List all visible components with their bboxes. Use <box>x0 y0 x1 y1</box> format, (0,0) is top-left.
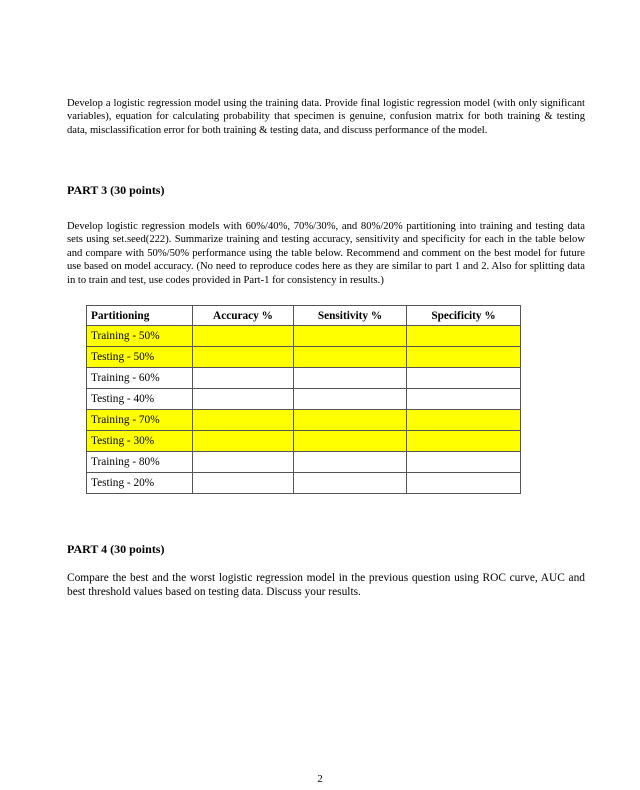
specificity-cell[interactable] <box>407 326 521 347</box>
specificity-cell[interactable] <box>407 410 521 431</box>
table-row <box>87 389 521 410</box>
table-header-row <box>87 306 521 326</box>
row-label: Testing - 20% <box>87 473 193 494</box>
row-label: Testing - 50% <box>87 347 193 368</box>
sensitivity-cell[interactable] <box>294 473 407 494</box>
part4-heading: PART 4 (30 points) <box>67 542 165 556</box>
specificity-cell[interactable] <box>407 368 521 389</box>
accuracy-cell[interactable] <box>193 410 294 431</box>
accuracy-cell[interactable] <box>193 326 294 347</box>
sensitivity-cell[interactable] <box>294 347 407 368</box>
sensitivity-cell[interactable] <box>294 326 407 347</box>
sensitivity-cell[interactable] <box>294 452 407 473</box>
accuracy-cell[interactable] <box>193 431 294 452</box>
accuracy-cell[interactable] <box>193 473 294 494</box>
table-row <box>87 431 521 452</box>
table-row <box>87 347 521 368</box>
intro-paragraph: Develop a logistic regression model using the training data. Provide final logistic regression model (with only significant variables), equation for calculating probability that specimen is genuine, confusion matrix for both training & testing data, misclassification error for both training & testing data, and discuss performance of the model. <box>67 98 585 136</box>
part4-body: Compare the best and the worst logistic regression model in the previous question using ROC curve, AUC and best threshold values based on testing data. Discuss your results. <box>67 572 585 599</box>
row-label: Testing - 30% <box>87 431 193 452</box>
header-sensitivity: Sensitivity % <box>294 306 407 326</box>
specificity-cell[interactable] <box>407 473 521 494</box>
table-row <box>87 326 521 347</box>
part3-body: Develop logistic regression models with 60%/40%, 70%/30%, and 80%/20% partitioning into training and testing data sets using set.seed(222). Summarize training and testing accuracy, sensitivity and specificity for each in the table below and compare with 50%/50% performance using the table below. Recommend and comment on the best model for future use based on model accuracy. (No need to reproduce codes here as they are similar to part 1 and 2. Also for splitting data in to train and test, use codes provided in Part-1 for consistency in results.) <box>67 221 585 286</box>
table-row <box>87 410 521 431</box>
specificity-cell[interactable] <box>407 347 521 368</box>
header-accuracy: Accuracy % <box>193 306 294 326</box>
header-specificity: Specificity % <box>407 306 521 326</box>
row-label: Training - 50% <box>87 326 193 347</box>
specificity-cell[interactable] <box>407 389 521 410</box>
row-label: Training - 70% <box>87 410 193 431</box>
page-number: 2 <box>317 773 323 785</box>
row-label: Training - 60% <box>87 368 193 389</box>
part3-heading: PART 3 (30 points) <box>67 183 165 197</box>
table-row <box>87 473 521 494</box>
specificity-cell[interactable] <box>407 452 521 473</box>
table-row <box>87 368 521 389</box>
table-row <box>87 452 521 473</box>
row-label: Testing - 40% <box>87 389 193 410</box>
accuracy-cell[interactable] <box>193 389 294 410</box>
row-label: Training - 80% <box>87 452 193 473</box>
sensitivity-cell[interactable] <box>294 431 407 452</box>
accuracy-cell[interactable] <box>193 347 294 368</box>
sensitivity-cell[interactable] <box>294 410 407 431</box>
header-partitioning: Partitioning <box>87 306 193 326</box>
performance-table <box>86 305 521 494</box>
accuracy-cell[interactable] <box>193 452 294 473</box>
accuracy-cell[interactable] <box>193 368 294 389</box>
sensitivity-cell[interactable] <box>294 368 407 389</box>
sensitivity-cell[interactable] <box>294 389 407 410</box>
specificity-cell[interactable] <box>407 431 521 452</box>
